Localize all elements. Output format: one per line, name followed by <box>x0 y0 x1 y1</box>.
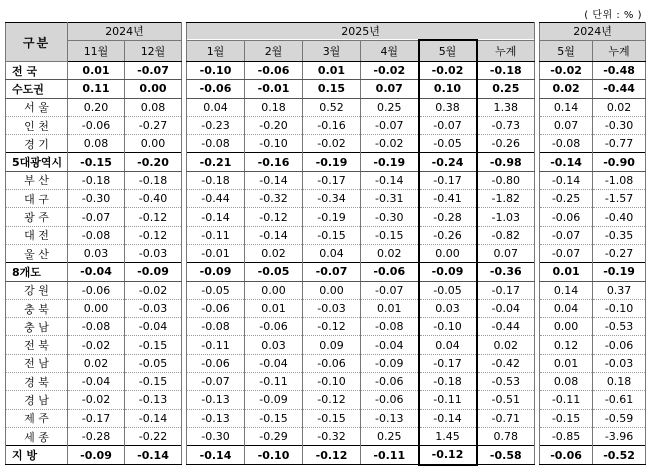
value-cell: -0.28 <box>68 427 125 445</box>
value-cell: -0.02 <box>419 62 477 80</box>
value-cell: 0.04 <box>187 98 245 116</box>
value-cell: -0.06 <box>303 354 361 372</box>
value-cell: -0.27 <box>125 116 182 134</box>
value-cell: 1.38 <box>477 98 535 116</box>
value-cell: -0.05 <box>419 135 477 153</box>
value-cell: 0.02 <box>540 80 593 98</box>
value-cell: -0.02 <box>303 135 361 153</box>
table-row <box>6 263 646 281</box>
value-cell: -0.12 <box>303 446 361 465</box>
value-cell: -0.15 <box>540 409 593 427</box>
value-cell: -0.29 <box>245 427 303 445</box>
value-cell: -0.14 <box>187 446 245 465</box>
value-cell: 0.07 <box>477 244 535 262</box>
value-cell: 0.00 <box>303 281 361 299</box>
value-cell: -0.90 <box>593 153 646 171</box>
region-name: 경 남 <box>6 391 68 409</box>
value-cell: 0.12 <box>540 336 593 354</box>
value-cell: -0.11 <box>187 226 245 244</box>
value-cell: -0.06 <box>68 116 125 134</box>
value-cell: -0.14 <box>540 153 593 171</box>
region-name: 서 울 <box>6 98 68 116</box>
region-name: 부 산 <box>6 171 68 189</box>
table-row <box>6 281 646 299</box>
value-cell: -0.24 <box>419 153 477 171</box>
value-cell: -0.04 <box>125 318 182 336</box>
region-name: 경 기 <box>6 135 68 153</box>
region-name: 대 전 <box>6 226 68 244</box>
table-row <box>6 427 646 445</box>
table-row <box>6 446 646 465</box>
value-cell: -0.15 <box>125 373 182 391</box>
value-cell: -0.07 <box>68 208 125 226</box>
value-cell: -0.17 <box>303 171 361 189</box>
value-cell: 0.02 <box>245 244 303 262</box>
value-cell: 0.07 <box>540 116 593 134</box>
value-cell: 0.01 <box>245 299 303 317</box>
value-cell: -0.04 <box>361 336 419 354</box>
value-cell: -0.10 <box>303 373 361 391</box>
column-header: 2월 <box>245 40 303 62</box>
value-cell: -0.61 <box>593 391 646 409</box>
value-cell: -0.05 <box>125 354 182 372</box>
value-cell: 0.14 <box>540 98 593 116</box>
value-cell: 0.03 <box>419 299 477 317</box>
region-name: 광 주 <box>6 208 68 226</box>
value-cell: -0.48 <box>593 62 646 80</box>
value-cell: -0.05 <box>187 281 245 299</box>
value-cell: 0.01 <box>303 62 361 80</box>
value-cell: -0.26 <box>419 226 477 244</box>
value-cell: -0.19 <box>361 153 419 171</box>
value-cell: -0.09 <box>361 354 419 372</box>
value-cell: 0.04 <box>419 336 477 354</box>
value-cell: 0.14 <box>540 281 593 299</box>
column-header: 4월 <box>361 40 419 62</box>
value-cell: -0.71 <box>477 409 535 427</box>
value-cell: -0.08 <box>540 135 593 153</box>
value-cell: -0.08 <box>361 318 419 336</box>
value-cell: -0.85 <box>540 427 593 445</box>
value-cell: 0.04 <box>303 244 361 262</box>
value-cell: -0.23 <box>187 116 245 134</box>
value-cell: -0.14 <box>125 409 182 427</box>
value-cell: -0.06 <box>187 299 245 317</box>
value-cell: -0.07 <box>540 226 593 244</box>
value-cell: -0.20 <box>245 116 303 134</box>
value-cell: 0.15 <box>303 80 361 98</box>
value-cell: -0.14 <box>361 171 419 189</box>
value-cell: 0.37 <box>593 281 646 299</box>
value-cell: 0.00 <box>540 318 593 336</box>
column-header: 1월 <box>187 40 245 62</box>
value-cell: 0.01 <box>540 354 593 372</box>
table-row <box>6 409 646 427</box>
value-cell: -0.17 <box>477 281 535 299</box>
value-cell: -0.07 <box>419 116 477 134</box>
column-header: 누계 <box>477 40 535 62</box>
table-row <box>6 299 646 317</box>
value-cell: 0.00 <box>125 80 182 98</box>
table-row <box>6 336 646 354</box>
region-name: 경 북 <box>6 373 68 391</box>
value-cell: 0.08 <box>540 373 593 391</box>
value-cell: -0.36 <box>477 263 535 281</box>
value-cell: 0.01 <box>68 62 125 80</box>
value-cell: -0.07 <box>361 281 419 299</box>
value-cell: -0.08 <box>68 318 125 336</box>
value-cell: -0.17 <box>68 409 125 427</box>
value-cell: -0.02 <box>540 62 593 80</box>
value-cell: -0.53 <box>477 373 535 391</box>
value-cell: -0.98 <box>477 153 535 171</box>
value-cell: -1.08 <box>593 171 646 189</box>
value-cell: -0.13 <box>187 409 245 427</box>
value-cell: -0.07 <box>361 116 419 134</box>
table-row <box>6 318 646 336</box>
value-cell: 0.25 <box>361 427 419 445</box>
value-cell: -0.07 <box>540 244 593 262</box>
value-cell: -0.06 <box>361 373 419 391</box>
value-cell: -0.73 <box>477 116 535 134</box>
value-cell: -0.06 <box>245 62 303 80</box>
value-cell: -0.08 <box>187 135 245 153</box>
value-cell: -0.41 <box>419 190 477 208</box>
value-cell: -0.30 <box>361 208 419 226</box>
table-row <box>6 98 646 116</box>
value-cell: -0.02 <box>125 281 182 299</box>
value-cell: -0.04 <box>245 354 303 372</box>
region-name: 인 천 <box>6 116 68 134</box>
value-cell: -0.11 <box>245 373 303 391</box>
value-cell: -0.30 <box>593 116 646 134</box>
value-cell: -0.12 <box>245 208 303 226</box>
value-cell: 0.01 <box>361 299 419 317</box>
value-cell: -0.03 <box>125 299 182 317</box>
table-row <box>6 171 646 189</box>
value-cell: -0.10 <box>187 62 245 80</box>
value-cell: -0.16 <box>303 116 361 134</box>
year-2024-header: 2024년 <box>68 23 182 41</box>
value-cell: -0.15 <box>361 226 419 244</box>
value-cell: -0.51 <box>477 391 535 409</box>
region-name: 전 국 <box>6 62 68 80</box>
value-cell: -0.06 <box>540 446 593 465</box>
price-change-table <box>5 22 646 466</box>
value-cell: -0.13 <box>125 391 182 409</box>
column-header: 3월 <box>303 40 361 62</box>
value-cell: -0.09 <box>68 446 125 465</box>
value-cell: -0.59 <box>593 409 646 427</box>
table-row <box>6 244 646 262</box>
value-cell: -0.30 <box>187 427 245 445</box>
value-cell: -0.18 <box>68 171 125 189</box>
value-cell: 0.08 <box>68 135 125 153</box>
value-cell: 0.03 <box>245 336 303 354</box>
table-row <box>6 135 646 153</box>
value-cell: 0.38 <box>419 98 477 116</box>
value-cell: -0.77 <box>593 135 646 153</box>
value-cell: -0.01 <box>187 244 245 262</box>
value-cell: -1.57 <box>593 190 646 208</box>
region-name: 수도권 <box>6 80 68 98</box>
value-cell: 0.00 <box>68 299 125 317</box>
value-cell: 0.04 <box>540 299 593 317</box>
value-cell: -0.30 <box>68 190 125 208</box>
value-cell: -0.03 <box>125 244 182 262</box>
value-cell: -0.17 <box>419 171 477 189</box>
value-cell: -0.09 <box>245 391 303 409</box>
value-cell: -0.20 <box>125 153 182 171</box>
value-cell: -0.10 <box>245 135 303 153</box>
region-name: 전 남 <box>6 354 68 372</box>
region-name: 강 원 <box>6 281 68 299</box>
column-header: 누계 <box>593 40 646 62</box>
value-cell: 0.00 <box>125 135 182 153</box>
value-cell: -0.14 <box>187 208 245 226</box>
value-cell: -0.08 <box>187 318 245 336</box>
value-cell: -0.06 <box>593 336 646 354</box>
value-cell: 0.02 <box>477 336 535 354</box>
value-cell: 0.00 <box>245 281 303 299</box>
value-cell: -0.42 <box>477 354 535 372</box>
value-cell: -0.15 <box>68 153 125 171</box>
column-header: 5월 <box>419 40 477 62</box>
value-cell: 0.02 <box>361 244 419 262</box>
value-cell: -0.07 <box>303 263 361 281</box>
value-cell: -0.11 <box>419 391 477 409</box>
value-cell: -0.08 <box>68 226 125 244</box>
table-row <box>6 80 646 98</box>
value-cell: 0.01 <box>540 263 593 281</box>
table-row <box>6 391 646 409</box>
value-cell: 0.52 <box>303 98 361 116</box>
value-cell: 0.78 <box>477 427 535 445</box>
value-cell: -0.06 <box>187 354 245 372</box>
value-cell: -0.02 <box>68 391 125 409</box>
table-row <box>6 190 646 208</box>
table-row <box>6 226 646 244</box>
value-cell: -0.18 <box>419 373 477 391</box>
value-cell: 0.10 <box>419 80 477 98</box>
value-cell: -0.27 <box>593 244 646 262</box>
value-cell: -0.53 <box>593 318 646 336</box>
value-cell: -0.15 <box>303 226 361 244</box>
year-2024b-header: 2024년 <box>540 23 646 41</box>
value-cell: -0.15 <box>245 409 303 427</box>
value-cell: 0.25 <box>477 80 535 98</box>
value-cell: -0.12 <box>125 226 182 244</box>
value-cell: -0.14 <box>419 409 477 427</box>
region-name: 울 산 <box>6 244 68 262</box>
value-cell: -0.28 <box>419 208 477 226</box>
region-name: 5대광역시 <box>6 153 68 171</box>
value-cell: -0.14 <box>540 171 593 189</box>
value-cell: -0.02 <box>361 135 419 153</box>
value-cell: -0.44 <box>593 80 646 98</box>
value-cell: -0.07 <box>187 373 245 391</box>
value-cell: -0.07 <box>125 62 182 80</box>
value-cell: -0.14 <box>245 171 303 189</box>
value-cell: -0.04 <box>477 299 535 317</box>
value-cell: -1.03 <box>477 208 535 226</box>
value-cell: 0.02 <box>68 354 125 372</box>
value-cell: -0.19 <box>303 208 361 226</box>
value-cell: -0.10 <box>245 446 303 465</box>
value-cell: -0.02 <box>361 62 419 80</box>
value-cell: -0.06 <box>540 208 593 226</box>
value-cell: -0.09 <box>187 263 245 281</box>
table-row <box>6 373 646 391</box>
region-name: 대 구 <box>6 190 68 208</box>
value-cell: -0.12 <box>303 318 361 336</box>
value-cell: -0.13 <box>187 391 245 409</box>
value-cell: -3.96 <box>593 427 646 445</box>
value-cell: 0.07 <box>361 80 419 98</box>
value-cell: 0.00 <box>419 244 477 262</box>
region-name: 제 주 <box>6 409 68 427</box>
value-cell: -0.10 <box>593 299 646 317</box>
value-cell: -0.58 <box>477 446 535 465</box>
value-cell: 0.08 <box>125 98 182 116</box>
value-cell: -0.18 <box>187 171 245 189</box>
value-cell: -0.44 <box>477 318 535 336</box>
value-cell: -0.02 <box>68 336 125 354</box>
column-header: 5월 <box>540 40 593 62</box>
table-row <box>6 354 646 372</box>
value-cell: 0.09 <box>303 336 361 354</box>
value-cell: -0.22 <box>125 427 182 445</box>
value-cell: -0.10 <box>419 318 477 336</box>
value-cell: -0.31 <box>361 190 419 208</box>
value-cell: -0.15 <box>125 336 182 354</box>
value-cell: 0.20 <box>68 98 125 116</box>
value-cell: -1.82 <box>477 190 535 208</box>
region-name: 8개도 <box>6 263 68 281</box>
value-cell: -0.18 <box>477 62 535 80</box>
value-cell: -0.06 <box>187 80 245 98</box>
value-cell: -0.21 <box>187 153 245 171</box>
value-cell: -0.34 <box>303 190 361 208</box>
value-cell: -0.19 <box>593 263 646 281</box>
value-cell: -0.05 <box>245 263 303 281</box>
value-cell: 0.03 <box>68 244 125 262</box>
value-cell: -0.12 <box>303 391 361 409</box>
value-cell: 1.45 <box>419 427 477 445</box>
table-row <box>6 62 646 80</box>
unit-label: ( 단위 : % ) <box>584 10 642 21</box>
region-name: 충 남 <box>6 318 68 336</box>
value-cell: -0.16 <box>245 153 303 171</box>
value-cell: -0.26 <box>477 135 535 153</box>
value-cell: -0.40 <box>125 190 182 208</box>
value-cell: -0.06 <box>361 263 419 281</box>
value-cell: -0.09 <box>419 263 477 281</box>
value-cell: -0.80 <box>477 171 535 189</box>
value-cell: -0.12 <box>125 208 182 226</box>
value-cell: -0.40 <box>593 208 646 226</box>
value-cell: -0.04 <box>68 263 125 281</box>
value-cell: 0.11 <box>68 80 125 98</box>
value-cell: -0.25 <box>540 190 593 208</box>
value-cell: -0.06 <box>361 391 419 409</box>
column-header: 12월 <box>125 40 182 62</box>
value-cell: -0.18 <box>125 171 182 189</box>
region-name: 충 북 <box>6 299 68 317</box>
value-cell: 0.18 <box>245 98 303 116</box>
value-cell: -0.03 <box>303 299 361 317</box>
value-cell: -0.04 <box>68 373 125 391</box>
year-2025-header: 2025년 <box>187 23 535 41</box>
region-header: 구분 <box>6 23 68 62</box>
value-cell: -0.11 <box>540 391 593 409</box>
value-cell: -0.06 <box>245 318 303 336</box>
value-cell: -0.14 <box>125 446 182 465</box>
value-cell: -0.14 <box>245 226 303 244</box>
value-cell: -0.13 <box>361 409 419 427</box>
value-cell: 0.25 <box>361 98 419 116</box>
value-cell: -0.82 <box>477 226 535 244</box>
value-cell: -0.15 <box>303 409 361 427</box>
table-row <box>6 116 646 134</box>
value-cell: -0.11 <box>187 336 245 354</box>
value-cell: -0.11 <box>361 446 419 465</box>
value-cell: -0.12 <box>419 446 477 465</box>
value-cell: -0.01 <box>245 80 303 98</box>
region-name: 지 방 <box>6 446 68 465</box>
value-cell: 0.18 <box>593 373 646 391</box>
value-cell: 0.02 <box>593 98 646 116</box>
value-cell: -0.03 <box>593 354 646 372</box>
value-cell: -0.09 <box>125 263 182 281</box>
table-row <box>6 153 646 171</box>
value-cell: -0.17 <box>419 354 477 372</box>
region-name: 전 북 <box>6 336 68 354</box>
column-header: 11월 <box>68 40 125 62</box>
value-cell: -0.19 <box>303 153 361 171</box>
value-cell: -0.32 <box>245 190 303 208</box>
value-cell: -0.44 <box>187 190 245 208</box>
table-row <box>6 208 646 226</box>
value-cell: -0.52 <box>593 446 646 465</box>
value-cell: -0.06 <box>68 281 125 299</box>
value-cell: -0.32 <box>303 427 361 445</box>
value-cell: -0.05 <box>419 281 477 299</box>
value-cell: -0.35 <box>593 226 646 244</box>
region-name: 세 종 <box>6 427 68 445</box>
